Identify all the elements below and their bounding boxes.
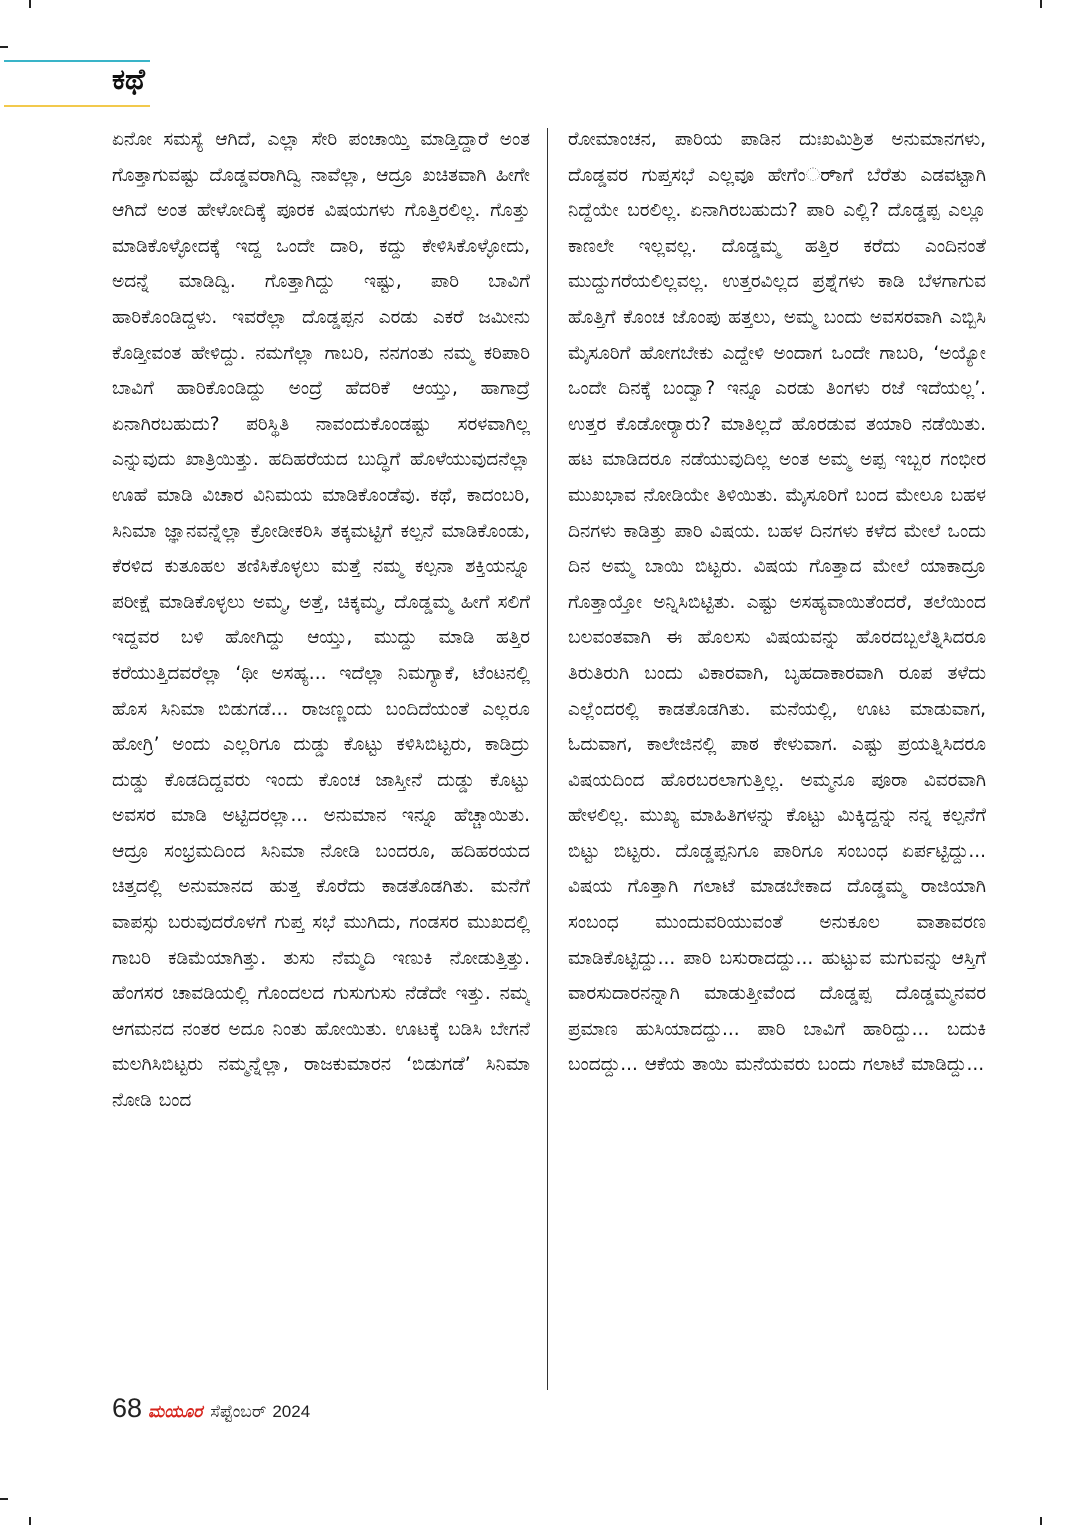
magazine-logo: ಮಯೂರ: [148, 1402, 203, 1422]
column-divider: [547, 128, 548, 1390]
crop-mark-top-right: [1040, 0, 1042, 8]
header-rule-bottom: [4, 105, 150, 107]
section-label: ಕಥೆ: [112, 62, 145, 96]
issue-month: ಸೆಪ್ಟೆಂಬರ್: [210, 1402, 267, 1422]
crop-mark-top-left: [29, 0, 31, 8]
crop-mark-bottom-left: [29, 1517, 31, 1525]
issue-year: 2024: [272, 1402, 311, 1421]
text-column-right: ರೋಮಾಂಚನ, ಪಾರಿಯ ಪಾಡಿನ ದುಃಖಮಿಶ್ರಿತ ಅನುಮಾನಗಳು, ದೊಡ್ಡವರ ಗುಪ್ತಸಭೆ ಎಲ್ಲವೂ ಹೇಗೆಂರ್‍ಾಗೆ ಬೆರೆತು ಎಡವಟ್ಟಾಗಿ ನಿದ್ದೆಯೇ ಬರಲಿಲ್ಲ. ಏನಾಗಿರಬಹುದು? ಪಾರಿ ಎಲ್ಲಿ? ದೊಡ್ಡಪ್ಪ ಎಲ್ಲೂ ಕಾಣಲೇ ಇಲ್ಲವಲ್ಲ. ದೊಡ್ಡಮ್ಮ ಹತ್ತಿರ ಕರೆದು ಎಂದಿನಂತೆ ಮುದ್ದುಗರೆಯಲಿಲ್ಲವಲ್ಲ. ಉತ್ತರವಿಲ್ಲದ ಪ್ರಶ್ನೆಗಳು ಕಾಡಿ ಬೆಳಗಾಗುವ ಹೊತ್ತಿಗೆ ಕೊಂಚ ಜೊಂಪು ಹತ್ತಲು, ಅಮ್ಮ ಬಂದು ಅವಸರವಾಗಿ ಎಬ್ಬಿಸಿ ಮೈಸೂರಿಗೆ ಹೋಗಬೇಕು ಎದ್ದೇಳಿ ಅಂದಾಗ ಒಂದೇ ಗಾಬರಿ, ‘ಅಯ್ಯೋ ಒಂದೇ ದಿನಕ್ಕೆ ಬಂದ್ವಾ? ಇನ್ನೂ ಎರಡು ತಿಂಗಳು ರಜೆ ಇದೆಯಲ್ಲ’. ಉತ್ತರ ಕೊಡೋರ್‍ಯಾರು? ಮಾತಿಲ್ಲದೆ ಹೊರಡುವ ತಯಾರಿ ನಡೆಯಿತು. ಹಟ ಮಾಡಿದರೂ ನಡೆಯುವುದಿಲ್ಲ ಅಂತ ಅಮ್ಮ ಅಪ್ಪ ಇಬ್ಬರ ಗಂಭೀರ ಮುಖಭಾವ ನೋಡಿಯೇ ತಿಳಿಯಿತು. ಮೈಸೂರಿಗೆ ಬಂದ ಮೇಲೂ ಬಹಳ ದಿನಗಳು ಕಾಡಿತ್ತು ಪಾರಿ ವಿಷಯ. ಬಹಳ ದಿನಗಳು ಕಳೆದ ಮೇಲೆ ಒಂದು ದಿನ ಅಮ್ಮ ಬಾಯಿ ಬಿಟ್ಟರು. ವಿಷಯ ಗೊತ್ತಾದ ಮೇಲೆ ಯಾಕಾದ್ರೂ ಗೊತ್ತಾಯ್ತೋ ಅನ್ನಿಸಿಬಿಟ್ಟಿತು. ಎಷ್ಟು ಅಸಹ್ಯವಾಯಿತೆಂದರೆ, ತಲೆಯಿಂದ ಬಲವಂತವಾಗಿ ಈ ಹೊಲಸು ವಿಷಯವನ್ನು ಹೊರದಬ್ಬಲೆತ್ನಿಸಿದರೂ ತಿರುತಿರುಗಿ ಬಂದು ವಿಕಾರವಾಗಿ, ಬೃಹದಾಕಾರವಾಗಿ ರೂಪ ತಳೆದು ಎಲ್ಲೆಂದರಲ್ಲಿ ಕಾಡತೊಡಗಿತು. ಮನೆಯಲ್ಲಿ, ಊಟ ಮಾಡುವಾಗ, ಓದುವಾಗ, ಕಾಲೇಜಿನಲ್ಲಿ ಪಾಠ ಕೇಳುವಾಗ. ಎಷ್ಟು ಪ್ರಯತ್ನಿಸಿದರೂ ವಿಷಯದಿಂದ ಹೊರಬರಲಾಗುತ್ತಿಲ್ಲ. ಅಮ್ಮನೂ ಪೂರಾ ವಿವರವಾಗಿ ಹೇಳಲಿಲ್ಲ. ಮುಖ್ಯ ಮಾಹಿತಿಗಳನ್ನು ಕೊಟ್ಟು ಮಿಕ್ಕಿದ್ದನ್ನು ನನ್ನ ಕಲ್ಪನೆಗೆ ಬಿಟ್ಟು ಬಿಟ್ಟರು. ದೊಡ್ಡಪ್ಪನಿಗೂ ಪಾರಿಗೂ ಸಂಬಂಧ ಏರ್ಪಟ್ಟಿದ್ದು... ವಿಷಯ ಗೊತ್ತಾಗಿ ಗಲಾಟೆ ಮಾಡಬೇಕಾದ ದೊಡ್ಡಮ್ಮ ರಾಜಿಯಾಗಿ ಸಂಬಂಧ ಮುಂದುವರಿಯುವಂತೆ ಅನುಕೂಲ ವಾತಾವರಣ ಮಾಡಿಕೊಟ್ಟಿದ್ದು... ಪಾರಿ ಬಸುರಾದದ್ದು... ಹುಟ್ಟುವ ಮಗುವನ್ನು ಆಸ್ತಿಗೆ ವಾರಸುದಾರನನ್ನಾಗಿ ಮಾಡುತ್ತೀವೆಂದ ದೊಡ್ಡಪ್ಪ ದೊಡ್ಡಮ್ಮನವರ ಪ್ರಮಾಣ ಹುಸಿಯಾದದ್ದು... ಪಾರಿ ಬಾವಿಗೆ ಹಾರಿದ್ದು... ಬದುಕಿ ಬಂದದ್ದು... ಆಕೆಯ ತಾಯಿ ಮನೆಯವರು ಬಂದು ಗಲಾಟೆ ಮಾಡಿದ್ದು...: [568, 129, 986, 1076]
crop-mark-bottom-right: [1040, 1517, 1042, 1525]
crop-mark-left-bottom: [0, 1498, 8, 1500]
crop-mark-left-top: [0, 46, 8, 48]
page-footer: [112, 1393, 310, 1427]
page-number: 68: [112, 1393, 143, 1423]
text-column-left: ಏನೋ ಸಮಸ್ಯೆ ಆಗಿದೆ, ಎಲ್ಲಾ ಸೇರಿ ಪಂಚಾಯ್ತಿ ಮಾಡ್ತಿದ್ದಾರೆ ಅಂತ ಗೊತ್ತಾಗುವಷ್ಟು ದೊಡ್ಡವರಾಗಿದ್ವಿ ನಾವೆಲ್ಲಾ, ಆದ್ರೂ ಖಚಿತವಾಗಿ ಹೀಗೇ ಆಗಿದೆ ಅಂತ ಹೇಳೋದಿಕ್ಕೆ ಪೂರಕ ವಿಷಯಗಳು ಗೊತ್ತಿರಲಿಲ್ಲ. ಗೊತ್ತು ಮಾಡಿಕೊಳ್ಳೋದಕ್ಕೆ ಇದ್ದ ಒಂದೇ ದಾರಿ, ಕದ್ದು ಕೇಳಿಸಿಕೊಳ್ಳೋದು, ಅದನ್ನೆ ಮಾಡಿದ್ವಿ. ಗೊತ್ತಾಗಿದ್ದು ಇಷ್ಟು, ಪಾರಿ ಬಾವಿಗೆ ಹಾರಿಕೊಂಡಿದ್ದಳು. ಇವರೆಲ್ಲಾ ದೊಡ್ಡಪ್ಪನ ಎರಡು ಎಕರೆ ಜಮೀನು ಕೊಡ್ತೀವಂತ ಹೇಳಿದ್ದು. ನಮಗೆಲ್ಲಾ ಗಾಬರಿ, ನನಗಂತು ನಮ್ಮ ಕರಿಪಾರಿ ಬಾವಿಗೆ ಹಾರಿಕೊಂಡಿದ್ದು ಅಂದ್ರೆ ಹೆದರಿಕೆ ಆಯ್ತು, ಹಾಗಾದ್ರೆ ಏನಾಗಿರಬಹುದು? ಪರಿಸ್ಥಿತಿ ನಾವಂದುಕೊಂಡಷ್ಟು ಸರಳವಾಗಿಲ್ಲ ಎನ್ನುವುದು ಖಾತ್ರಿಯಿತ್ತು. ಹದಿಹರೆಯದ ಬುದ್ಧಿಗೆ ಹೊಳೆಯುವುದನೆಲ್ಲಾ ಊಹೆ ಮಾಡಿ ವಿಚಾರ ವಿನಿಮಯ ಮಾಡಿಕೊಂಡೆವು. ಕಥೆ, ಕಾದಂಬರಿ, ಸಿನಿಮಾ ಜ್ಞಾನವನ್ನೆಲ್ಲಾ ಕ್ರೋಡೀಕರಿಸಿ ತಕ್ಕಮಟ್ಟಿಗೆ ಕಲ್ಪನೆ ಮಾಡಿಕೊಂಡು, ಕೆರಳಿದ ಕುತೂಹಲ ತಣಿಸಿಕೊಳ್ಳಲು ಮತ್ತೆ ನಮ್ಮ ಕಲ್ಪನಾ ಶಕ್ತಿಯನ್ನೂ ಪರೀಕ್ಷೆ ಮಾಡಿಕೊಳ್ಳಲು ಅಮ್ಮ, ಅತ್ತೆ, ಚಿಕ್ಕಮ್ಮ, ದೊಡ್ಡಮ್ಮ ಹೀಗೆ ಸಲಿಗೆ ಇದ್ದವರ ಬಳಿ ಹೋಗಿದ್ದು ಆಯ್ತು, ಮುದ್ದು ಮಾಡಿ ಹತ್ತಿರ ಕರೆಯುತ್ತಿದವರೆಲ್ಲಾ ‘ಥೀ ಅಸಹ್ಯ... ಇದೆಲ್ಲಾ ನಿಮಗ್ಯಾಕೆ, ಟೆಂಟನಲ್ಲಿ ಹೊಸ ಸಿನಿಮಾ ಬಿಡುಗಡೆ... ರಾಜಣ್ಣಂದು ಬಂದಿದೆಯಂತೆ ಎಲ್ಲರೂ ಹೋಗ್ರಿ’ ಅಂದು ಎಲ್ಲರಿಗೂ ದುಡ್ಡು ಕೊಟ್ಟು ಕಳಿಸಿಬಿಟ್ಟರು, ಕಾಡಿದ್ರು ದುಡ್ಡು ಕೊಡದಿದ್ದವರು ಇಂದು ಕೊಂಚ ಜಾಸ್ತೀನೆ ದುಡ್ಡು ಕೊಟ್ಟು ಅವಸರ ಮಾಡಿ ಅಟ್ಟಿದರಲ್ಲಾ... ಅನುಮಾನ ಇನ್ನೂ ಹೆಚ್ಚಾಯಿತು. ಆದ್ರೂ ಸಂಭ್ರಮದಿಂದ ಸಿನಿಮಾ ನೋಡಿ ಬಂದರೂ, ಹದಿಹರಯದ ಚಿತ್ತದಲ್ಲಿ ಅನುಮಾನದ ಹುತ್ತ ಕೊರೆದು ಕಾಡತೊಡಗಿತು. ಮನೆಗೆ ವಾಪಸ್ಸು ಬರುವುದರೊಳಗೆ ಗುಪ್ತ ಸಭೆ ಮುಗಿದು, ಗಂಡಸರ ಮುಖದಲ್ಲಿ ಗಾಬರಿ ಕಡಿಮೆಯಾಗಿತ್ತು. ತುಸು ನೆಮ್ಮದಿ ಇಣುಕಿ ನೋಡುತ್ತಿತ್ತು. ಹೆಂಗಸರ ಚಾವಡಿಯಲ್ಲಿ ಗೊಂದಲದ ಗುಸುಗುಸು ನೆಡೆದೇ ಇತ್ತು. ನಮ್ಮ ಆಗಮನದ ನಂತರ ಅದೂ ನಿಂತು ಹೋಯಿತು. ಊಟಕ್ಕೆ ಬಡಿಸಿ ಬೇಗನೆ ಮಲಗಿಸಿಬಿಟ್ಟರು ನಮ್ಮನ್ನೆಲ್ಲಾ, ರಾಜಕುಮಾರನ ‘ಬಿಡುಗಡೆ’ ಸಿನಿಮಾ ನೋಡಿ ಬಂದ: [112, 129, 530, 1112]
